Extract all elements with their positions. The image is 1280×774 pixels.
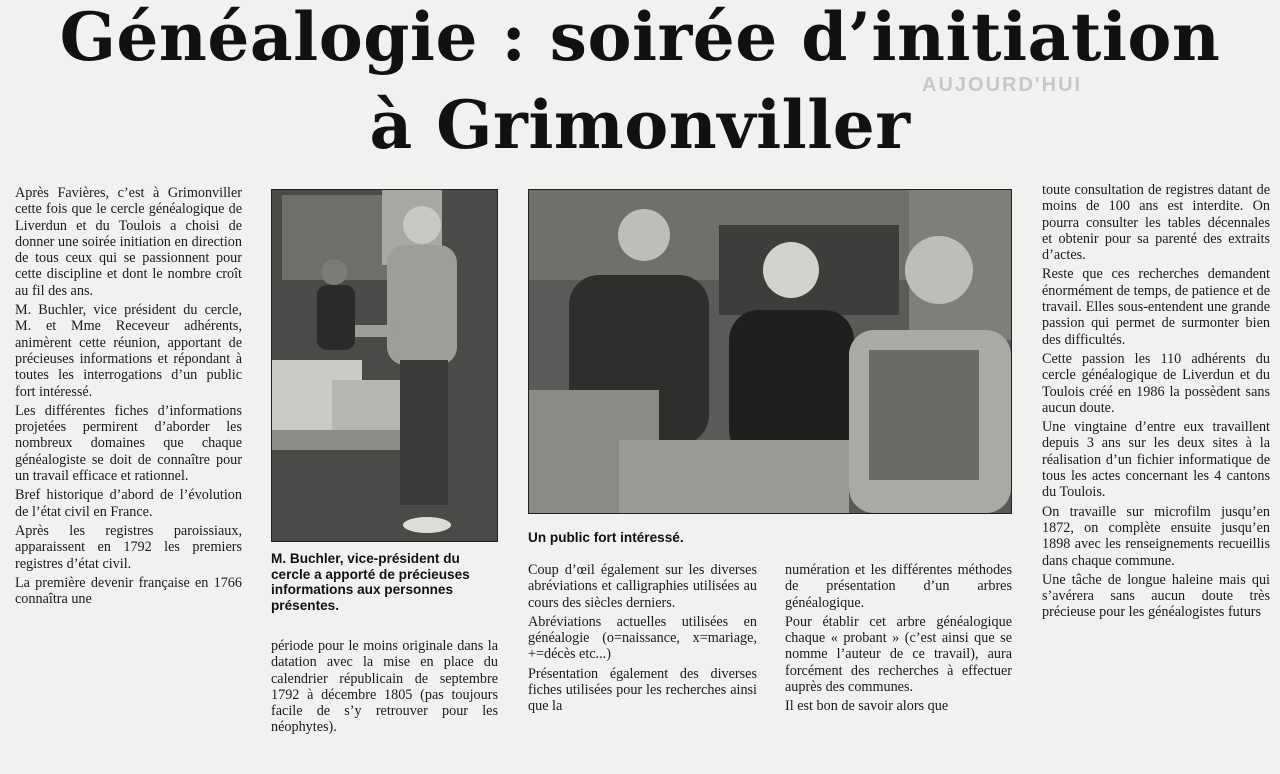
paragraph: La première devenir française en 1766 connaîtra une [15,574,242,608]
paragraph: numération et les différentes méthodes de présentation d’un arbres généalogique. [785,562,1012,611]
article-column-3 [528,562,757,718]
article-column-5 [1042,182,1270,624]
paragraph: Présentation également des diverses fiches utilisées pour les recherches ainsi que la [528,665,757,715]
paragraph: Cette passion les 110 adhérents du cercle généalogique de Liverdun et du Toulois créé en 1986 la possèdent sans aucun doute. [1042,350,1270,416]
headline-line-2: à Grimonviller [369,86,911,164]
article-column-2 [271,638,498,739]
paragraph: Les différentes fiches d’informations projetées permirent d’aborder les nombreux domaines que chaque généalogiste se doit de connaître pour un travail efficace et rationnel. [15,402,242,485]
article-column-1 [15,185,242,610]
paragraph: Coup d’œil également sur les diverses abréviations et calligraphies utilisées au cours des siècles derniers. [528,562,757,611]
photo-audience-caption: Un public fort intéressé. [528,530,684,545]
photo-speaker-illustration [272,190,497,541]
paragraph: Une tâche de longue haleine mais qui s’avérera sans aucun doute très précieuse pour les généalogistes futurs [1042,571,1270,621]
photo-audience-illustration [529,190,1011,513]
photo-speaker-caption: M. Buchler, vice-président du cercle a apporté de précieuses informations aux personnes présentes. [271,551,470,613]
paragraph: toute consultation de registres datant de moins de 100 ans est interdite. On pourra consulter les tables décennales et obtenir pour sa parenté des extraits d’actes. [1042,182,1270,264]
paragraph: Une vingtaine d’entre eux travaillent depuis 3 ans sur les deux sites à la réalisation d’un fichier informatique de tous les actes concernant les 4 cantons du Toulois. [1042,419,1270,501]
article-column-4 [785,562,1012,718]
paragraph: M. Buchler, vice président du cercle, M. et Mme Receveur adhérents, animèrent cette réunion, apportant de précieuses informations et répondant à toutes les interrogations d’un public fort intéressé. [15,302,242,400]
bleed-through-text: AUJOURD'HUI [922,74,1083,96]
headline-line-1: Généalogie : soirée d’initiation [59,0,1221,76]
paragraph: Après Favières, c’est à Grimonviller cette fois que le cercle généalogique de Liverdun et du Toulois a choisi de donner une soirée initiation en direction de tous ceux qui se passionnent pour cette discipline et dont le nombre croît au fil des ans. [15,185,242,299]
paragraph: Pour établir cet arbre généalogique chaque « probant » (c’est ainsi que se nomme l’auteur de ce travail), aura forcément des recherches à effectuer auprès des communes. [785,613,1012,696]
paragraph: Après les registres paroissiaux, apparaissent en 1792 les premiers registres d’état civil. [15,522,242,572]
paragraph: période pour le moins originale dans la datation avec la mise en place du calendrier républicain de septembre 1792 à décembre 1805 (pas toujours facile de s’y retrouver pour les néophytes). [271,638,498,736]
photo-speaker [271,189,498,542]
paragraph: On travaille sur microfilm jusqu’en 1872, on complète ensuite jusqu’en 1898 avec les renseignements recueillis dans chaque commune. [1042,503,1270,569]
paragraph: Bref historique d’abord de l’évolution de l’état civil en France. [15,487,242,520]
photo-audience [528,189,1012,514]
paragraph: Abréviations actuelles utilisées en généalogie (o=naissance, x=mariage, +=décès etc...) [528,613,757,663]
paragraph: Il est bon de savoir alors que [785,698,949,715]
paragraph: Reste que ces recherches demandent énormément de temps, de patience et de travail. Elles sous-entendent une grande passion qui permet de surmonter bien des difficultés. [1042,266,1270,348]
